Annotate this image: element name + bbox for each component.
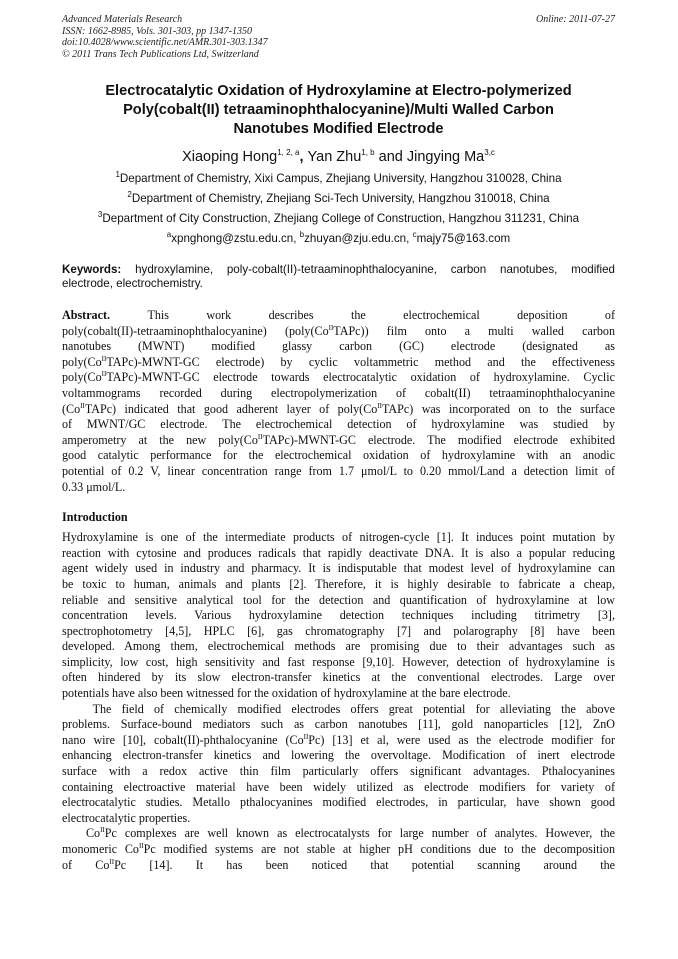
abstract-text: TAPc)-MWNT-GC electrode towards electrocatalytic oxidation of hydroxylamine. Cyclic <box>106 370 615 385</box>
abstract-text: (Co <box>62 401 81 416</box>
email-c[interactable]: majy75@163.com <box>416 232 511 245</box>
intro-p2-line <box>62 702 615 718</box>
author-sep-1: , <box>299 149 308 165</box>
intro-p1-line <box>62 593 615 609</box>
email-b-sup: b <box>299 230 305 240</box>
author-sep-2: and <box>374 149 407 165</box>
abstract-text: TAPc) was incorporated on to the surface <box>381 401 615 416</box>
intro-p1-line <box>62 655 615 671</box>
abstract-text: of MWNT/GC electrode. The electrochemical detection of hydroxylamine was studied by <box>62 417 615 432</box>
affiliations <box>62 169 615 229</box>
affiliation-2-sup: 2 <box>127 190 132 200</box>
abstract-text: voltammograms recorded during electropolymerization of cobalt(II) tetraaminophthalocyanine <box>62 385 615 400</box>
author-1-sup: 1, 2, a <box>277 148 300 158</box>
intro-p2-line <box>62 780 615 796</box>
intro-p1-text: spectrophotometry [4,5], HPLC [6], gas chromatography [7] and polarography [8] have been <box>62 623 615 638</box>
oxidation-state-sup: II <box>100 826 105 835</box>
intro-p2-line <box>62 717 615 733</box>
intro-p1-text: concentration levels. Various hydroxylamine detection techniques including titrimetry [3], <box>62 608 615 623</box>
email-list <box>62 229 615 249</box>
oxidation-state-sup: II <box>101 354 107 363</box>
section-heading-introduction: Introduction <box>62 510 128 525</box>
online-date: Online: 2011-07-27 <box>536 14 615 25</box>
keywords-text: hydroxylamine, poly-cobalt(II)-tetraaminophthalocyanine, carbon nanotubes, modified electrode, electrochemistry. <box>62 263 615 290</box>
paper-title <box>62 82 615 139</box>
affiliation-1-sup: 1 <box>115 170 120 180</box>
intro-p3-text: Co <box>62 826 101 841</box>
oxidation-state-sup: II <box>303 732 309 741</box>
intro-p1-line <box>62 670 615 686</box>
email-a-sup: a <box>166 230 172 240</box>
email-a[interactable]: xpnghong@zstu.edu.cn, <box>171 232 300 245</box>
intro-p3-text: of Co <box>62 857 110 872</box>
intro-p3-text: Pc complexes are well known as electrocatalysts for large number of analytes. However, the <box>104 826 615 841</box>
affiliation-3 <box>62 209 615 229</box>
author-1: Xiaoping Hong <box>182 149 278 165</box>
issn-line: ISSN: 1662-8985, Vols. 301-303, pp 1347-1350 <box>62 25 252 37</box>
intro-p1-text: agent widely used in industry and pharmacy. It is indisputable that modest level of hydroxylamine can <box>62 561 615 576</box>
abstract-text: potential of 0.2 V, linear concentration range from 1.7 μmol/L to 0.20 mmol/Land a detection limit of <box>62 463 615 478</box>
affiliation-2 <box>62 189 615 209</box>
intro-p1-line <box>62 546 615 562</box>
intro-p1-line <box>62 639 615 655</box>
abstract-text: TAPc) indicated that good adherent layer of poly(Co <box>84 401 378 416</box>
intro-p1-text: developed. Among them, electrochemical methods are promising due to their advantages such as <box>62 639 615 654</box>
intro-p2-line <box>62 764 615 780</box>
intro-p2-line <box>62 748 615 764</box>
intro-p3-line <box>62 858 615 874</box>
abstract-text: good catalytic performance for the electrochemical oxidation of hydroxylamine with an anodic <box>62 448 615 463</box>
affiliation-1 <box>62 169 615 189</box>
affiliation-3-sup: 3 <box>97 210 103 220</box>
intro-p3-text: Pc [14]. It has been noticed that potential scanning around the <box>114 857 615 872</box>
intro-p1-line <box>62 561 615 577</box>
abstract <box>62 308 615 495</box>
affiliation-3-text: Department of City Construction, Zhejiang College of Construction, Hangzhou 311231, China <box>102 212 580 225</box>
intro-paragraph-3 <box>62 826 615 873</box>
abstract-label: Abstract. <box>62 308 148 322</box>
author-3: Jingying Ma <box>406 149 485 165</box>
author-list <box>62 147 615 167</box>
abstract-text: TAPc)) film onto a multi walled carbon <box>333 323 615 338</box>
intro-p2-text: containing electroactive material have been widely utilized as electrode modifiers for variety of <box>62 779 615 794</box>
intro-p2-text: The field of chemically modified electrodes offers great potential for alleviating the above <box>62 701 615 716</box>
intro-p1-text: Hydroxylamine is one of the intermediate products of nitrogen-cycle [1]. It induces point mutation by <box>62 530 615 545</box>
intro-paragraph-1 <box>62 530 615 702</box>
abstract-line <box>62 370 615 386</box>
intro-p3-line <box>62 842 615 858</box>
title-line-1: Electrocatalytic Oxidation of Hydroxylamine at Electro-polymerized <box>105 83 572 99</box>
oxidation-state-sup: II <box>80 401 85 410</box>
intro-p3-text: Pc modified systems are not stable at higher pH conditions due to the decomposition <box>143 842 615 856</box>
abstract-line <box>62 355 615 371</box>
keywords <box>62 263 615 291</box>
intro-p2-line <box>62 811 615 827</box>
abstract-line <box>62 308 615 324</box>
oxidation-state-sup: II <box>109 857 115 866</box>
keywords-label: Keywords: <box>62 263 122 276</box>
intro-p2-text: electrocatalytic studies. Metallo pthalocyanines modified electrodes, in particular, have shown good <box>62 795 615 810</box>
abstract-line <box>62 339 615 355</box>
abstract-text: This work describes the electrochemical deposition of <box>147 308 615 322</box>
intro-p2-line <box>62 795 615 811</box>
author-3-sup: 3,c <box>484 148 495 158</box>
email-b[interactable]: zhuyan@zju.edu.cn, <box>304 232 413 245</box>
abstract-text: poly(Co <box>62 354 102 369</box>
abstract-line <box>62 417 615 433</box>
intro-p2-text: surface with a redox active thin film particularly offers significant advantages. Pthalocyanines <box>62 764 615 779</box>
abstract-line <box>62 402 615 418</box>
intro-p1-line <box>62 624 615 640</box>
oxidation-state-sup: II <box>138 842 144 850</box>
author-2-sup: 1, b <box>361 148 375 158</box>
intro-p1-text: be toxic to human, animals and plants [2]. Therefore, it is highly desirable to fabricate a cheap, <box>62 576 615 591</box>
intro-p1-line <box>62 577 615 593</box>
intro-paragraph-2 <box>62 702 615 827</box>
paper-page <box>62 14 615 873</box>
abstract-text: poly(Co <box>62 370 102 385</box>
intro-p1-line <box>62 686 615 702</box>
journal-name: Advanced Materials Research <box>62 14 183 25</box>
oxidation-state-sup: II <box>257 432 263 441</box>
abstract-text: nanotubes (MWNT) modified glassy carbon (GC) electrode (designated as <box>62 339 615 354</box>
affiliation-1-text: Department of Chemistry, Xixi Campus, Zhejiang University, Hangzhou 310028, China <box>119 172 562 185</box>
intro-p1-text: simplicity, low cost, high sensitivity and fast response [9,10]. However, detection of hydroxylamine is <box>62 654 615 669</box>
doi-line: doi:10.4028/www.scientific.net/AMR.301-303.1347 <box>62 37 268 48</box>
abstract-text: poly(cobalt(II)-tetraaminophthalocyanine) (poly(Co <box>62 323 329 338</box>
intro-p2-text: enhancing electron-transfer kinetics and lowering the overvoltage. Modification of inert electrode <box>62 748 615 763</box>
abstract-line <box>62 448 615 464</box>
copyright-line: © 2011 Trans Tech Publications Ltd, Switzerland <box>62 48 259 60</box>
intro-p2-line <box>62 733 615 749</box>
abstract-text: TAPc)-MWNT-GC electrode. The modified electrode exhibited <box>262 432 615 447</box>
oxidation-state-sup: II <box>328 323 334 332</box>
intro-p1-line <box>62 608 615 624</box>
abstract-text: TAPc)-MWNT-GC electrode) by cyclic voltammetric method and the effectiveness <box>106 354 615 369</box>
intro-p1-text: often hindered by its slow electron-transfer kinetics at the conventional electrodes. Large over <box>62 670 615 685</box>
abstract-line <box>62 464 615 480</box>
intro-p2-text: problems. Surface-bound mediators such as carbon nanotubes [11], gold nanoparticles [12], ZnO <box>62 717 615 732</box>
affiliation-2-text: Department of Chemistry, Zhejiang Sci-Tech University, Hangzhou 310018, China <box>131 192 550 205</box>
intro-p2-text: electrocatalytic properties. <box>62 810 191 825</box>
abstract-line <box>62 480 615 496</box>
intro-p1-line <box>62 530 615 546</box>
email-c-sup: c <box>412 230 417 240</box>
intro-p3-line <box>62 826 615 842</box>
intro-p1-text: reliable and sensitive analytical tool for the detection and quantification of hydroxylamine at low <box>62 592 615 607</box>
intro-p2-text: nano wire [10], cobalt(II)-phthalocyanine (Co <box>62 732 304 747</box>
oxidation-state-sup: II <box>101 370 107 379</box>
abstract-line <box>62 386 615 402</box>
oxidation-state-sup: II <box>377 401 382 410</box>
abstract-text: amperometry at the new poly(Co <box>62 432 258 447</box>
intro-p2-text: Pc) [13] et al, were used as the electrode modifier for <box>308 732 615 747</box>
journal-header <box>62 14 615 60</box>
abstract-text: 0.33 μmol/L. <box>62 479 126 494</box>
intro-p1-text: potentials have also been witnessed for the oxidation of hydroxylamine at the bare electrode. <box>62 686 511 701</box>
abstract-line <box>62 433 615 449</box>
author-2: Yan Zhu <box>307 149 362 165</box>
intro-p3-text: monomeric Co <box>62 842 139 856</box>
title-line-3: Nanotubes Modified Electrode <box>233 121 444 137</box>
abstract-line <box>62 324 615 340</box>
intro-p1-text: reaction with cytosine and produces radicals that rapidly deactivate DNA. It is also a popular reducing <box>62 545 615 560</box>
title-line-2: Poly(cobalt(II) tetraaminophthalocyanine)/Multi Walled Carbon <box>123 102 554 118</box>
